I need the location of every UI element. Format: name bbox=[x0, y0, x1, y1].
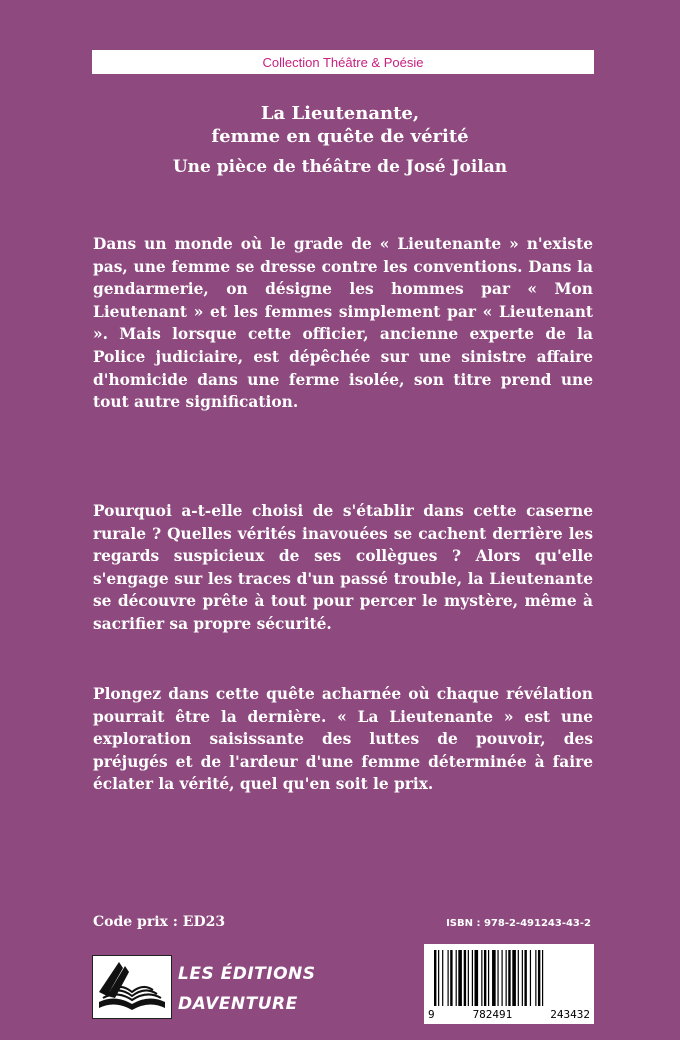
collection-banner bbox=[92, 50, 594, 74]
blurb-paragraph-1: Dans un monde où le grade de « Lieutenante » n'existe pas, une femme se dresse contre les conventions. Dans la gendarmerie, on désigne les hommes par « Mon Lieutenant » et les femmes simplement par « Lieutenant ». Mais lorsque cette officier, ancienne experte de la Police judiciaire, est dépêchée sur une sinistre affaire d'homicide dans une ferme isolée, son titre prend une tout autre signification. bbox=[93, 235, 593, 412]
blurb-paragraph-3: Plongez dans cette quête acharnée où chaque révélation pourrait être la dernière. « La Lieutenante » est une exploration saisissante des luttes de pouvoir, des préjugés et de l'ardeur d'une femme déterminée à faire éclater la vérité, quel qu'en soit le prix. bbox=[93, 685, 593, 794]
barcode bbox=[424, 944, 594, 1024]
publisher-logo bbox=[92, 955, 172, 1019]
barcode-digits-middle: 782491 bbox=[472, 1008, 513, 1021]
barcode-digits-right: 243432 bbox=[550, 1008, 590, 1021]
collection-label: Collection Théâtre & Poésie bbox=[262, 54, 424, 70]
publisher-name-line-2: DAVENTURE bbox=[178, 994, 298, 1014]
barcode-digit-left: 9 bbox=[428, 1008, 435, 1021]
isbn-text: ISBN : 978-2-491243-43-2 bbox=[446, 918, 591, 929]
subtitle: Une pièce de théâtre de José Joilan bbox=[172, 157, 508, 177]
barcode-icon bbox=[424, 944, 594, 1008]
barcode-number bbox=[424, 1008, 594, 1021]
blurb-paragraph-2: Pourquoi a-t-elle choisi de s'établir dans cette caserne rurale ? Quelles vérités inavouées se cachent derrière les regards suspicieux de ses collègues ? Alors qu'elle s'engage sur les traces d'un passé trouble, la Lieutenante se découvre prête à tout pour percer le mystère, même à sacrifier sa propre sécurité. bbox=[93, 502, 593, 633]
publisher-name-line-1: LES ÉDITIONS bbox=[178, 964, 316, 984]
price-code: Code prix : ED23 bbox=[93, 914, 226, 930]
title-line-1: La Lieutenante, bbox=[260, 103, 420, 124]
open-book-icon bbox=[93, 956, 171, 1018]
title-line-2: femme en quête de vérité bbox=[211, 126, 469, 147]
